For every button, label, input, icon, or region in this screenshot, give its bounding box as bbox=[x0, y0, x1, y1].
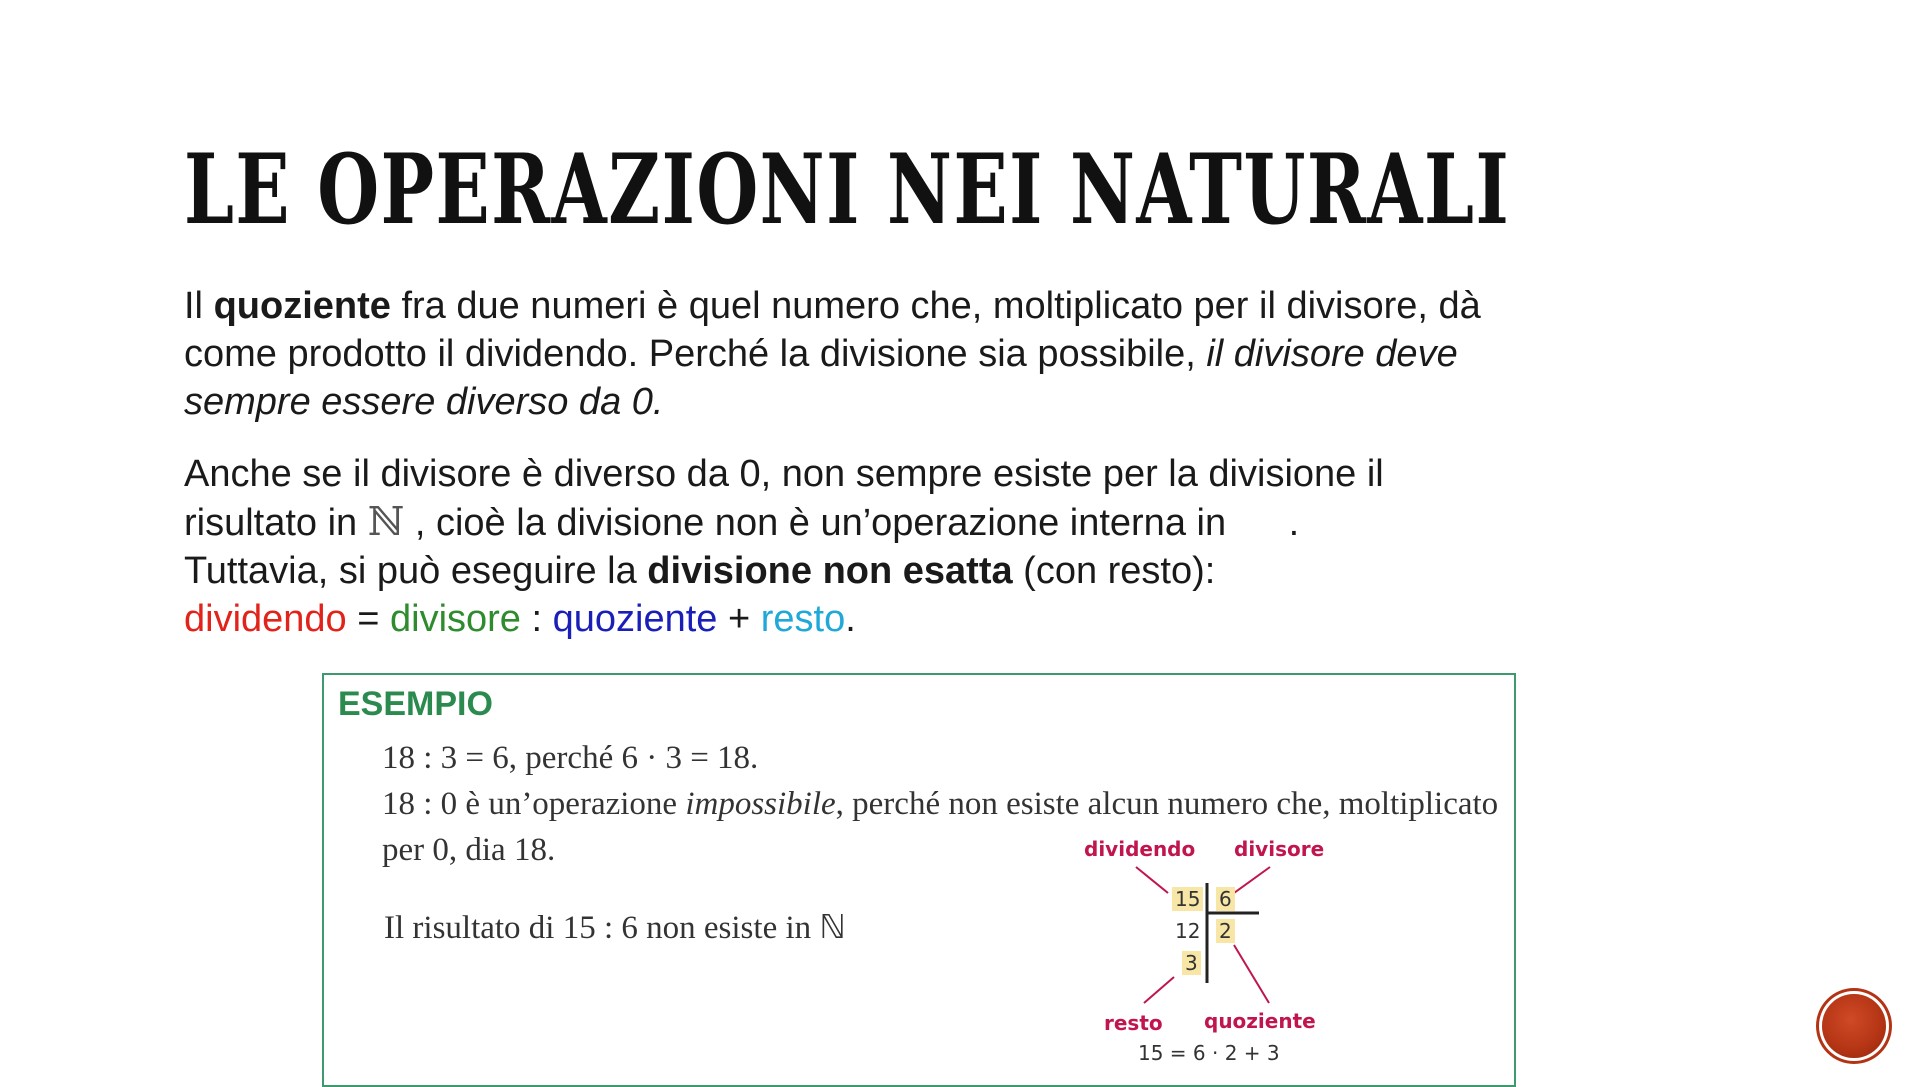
example-line-4: Il risultato di 15 : 6 non esiste in ℕ bbox=[384, 910, 846, 946]
division-diagram bbox=[1084, 835, 1344, 1075]
example-heading: ESEMPIO bbox=[338, 685, 493, 723]
label-rest: resto bbox=[1104, 1011, 1163, 1035]
slide-title: LE OPERAZIONI NEI NATURALI bbox=[184, 133, 1511, 246]
number-3: 3 bbox=[1182, 951, 1201, 975]
naturals-symbol: ℕ bbox=[367, 499, 405, 545]
label-quotient: quoziente bbox=[1204, 1009, 1316, 1033]
number-6: 6 bbox=[1216, 887, 1235, 911]
number-15: 15 bbox=[1172, 887, 1203, 911]
label-divisor: divisore bbox=[1234, 837, 1325, 861]
number-12: 12 bbox=[1175, 919, 1201, 943]
paragraph-non-exact: Anche se il divisore è diverso da 0, non sempre esiste per la divisione il risultato in ℕ , cioè la divisione non è un’operazione interna in . Tuttavia, si può eseguire la divisione non esatta (con resto): dividendo = divisore : quoziente + resto. bbox=[184, 453, 1384, 640]
division-lines bbox=[1084, 835, 1344, 1075]
division-equation: 15 = 6 · 2 + 3 bbox=[1138, 1041, 1280, 1065]
example-line-1: 18 : 3 = 6, perché 6 · 3 = 18. bbox=[382, 740, 759, 776]
formula-quotient: quoziente bbox=[552, 598, 718, 640]
label-dividend: dividendo bbox=[1084, 837, 1196, 861]
formula-divisor: divisore bbox=[390, 598, 521, 640]
example-line-2: 18 : 0 è un’operazione impossibile, perché non esiste alcun numero che, moltiplicato per 0, dia 18. bbox=[382, 786, 1499, 868]
number-2: 2 bbox=[1216, 919, 1235, 943]
paragraph-definition: Il quoziente fra due numeri è quel numero che, moltiplicato per il divisore, dà come prodotto il dividendo. Perché la divisione sia possibile, il divisore deve sempre essere diverso da 0. bbox=[184, 285, 1481, 423]
note-divisor-nonzero: il divisore deve sempre essere diverso da 0. bbox=[184, 333, 1458, 423]
formula-rest: resto bbox=[760, 598, 846, 640]
slide-body bbox=[184, 282, 1524, 643]
next-slide-button[interactable] bbox=[1822, 994, 1886, 1058]
term-divisione-non-esatta: divisione non esatta bbox=[647, 550, 1013, 592]
formula-dividend: dividendo bbox=[184, 598, 347, 640]
example-box bbox=[322, 673, 1516, 1087]
term-quoziente: quoziente bbox=[213, 285, 391, 327]
